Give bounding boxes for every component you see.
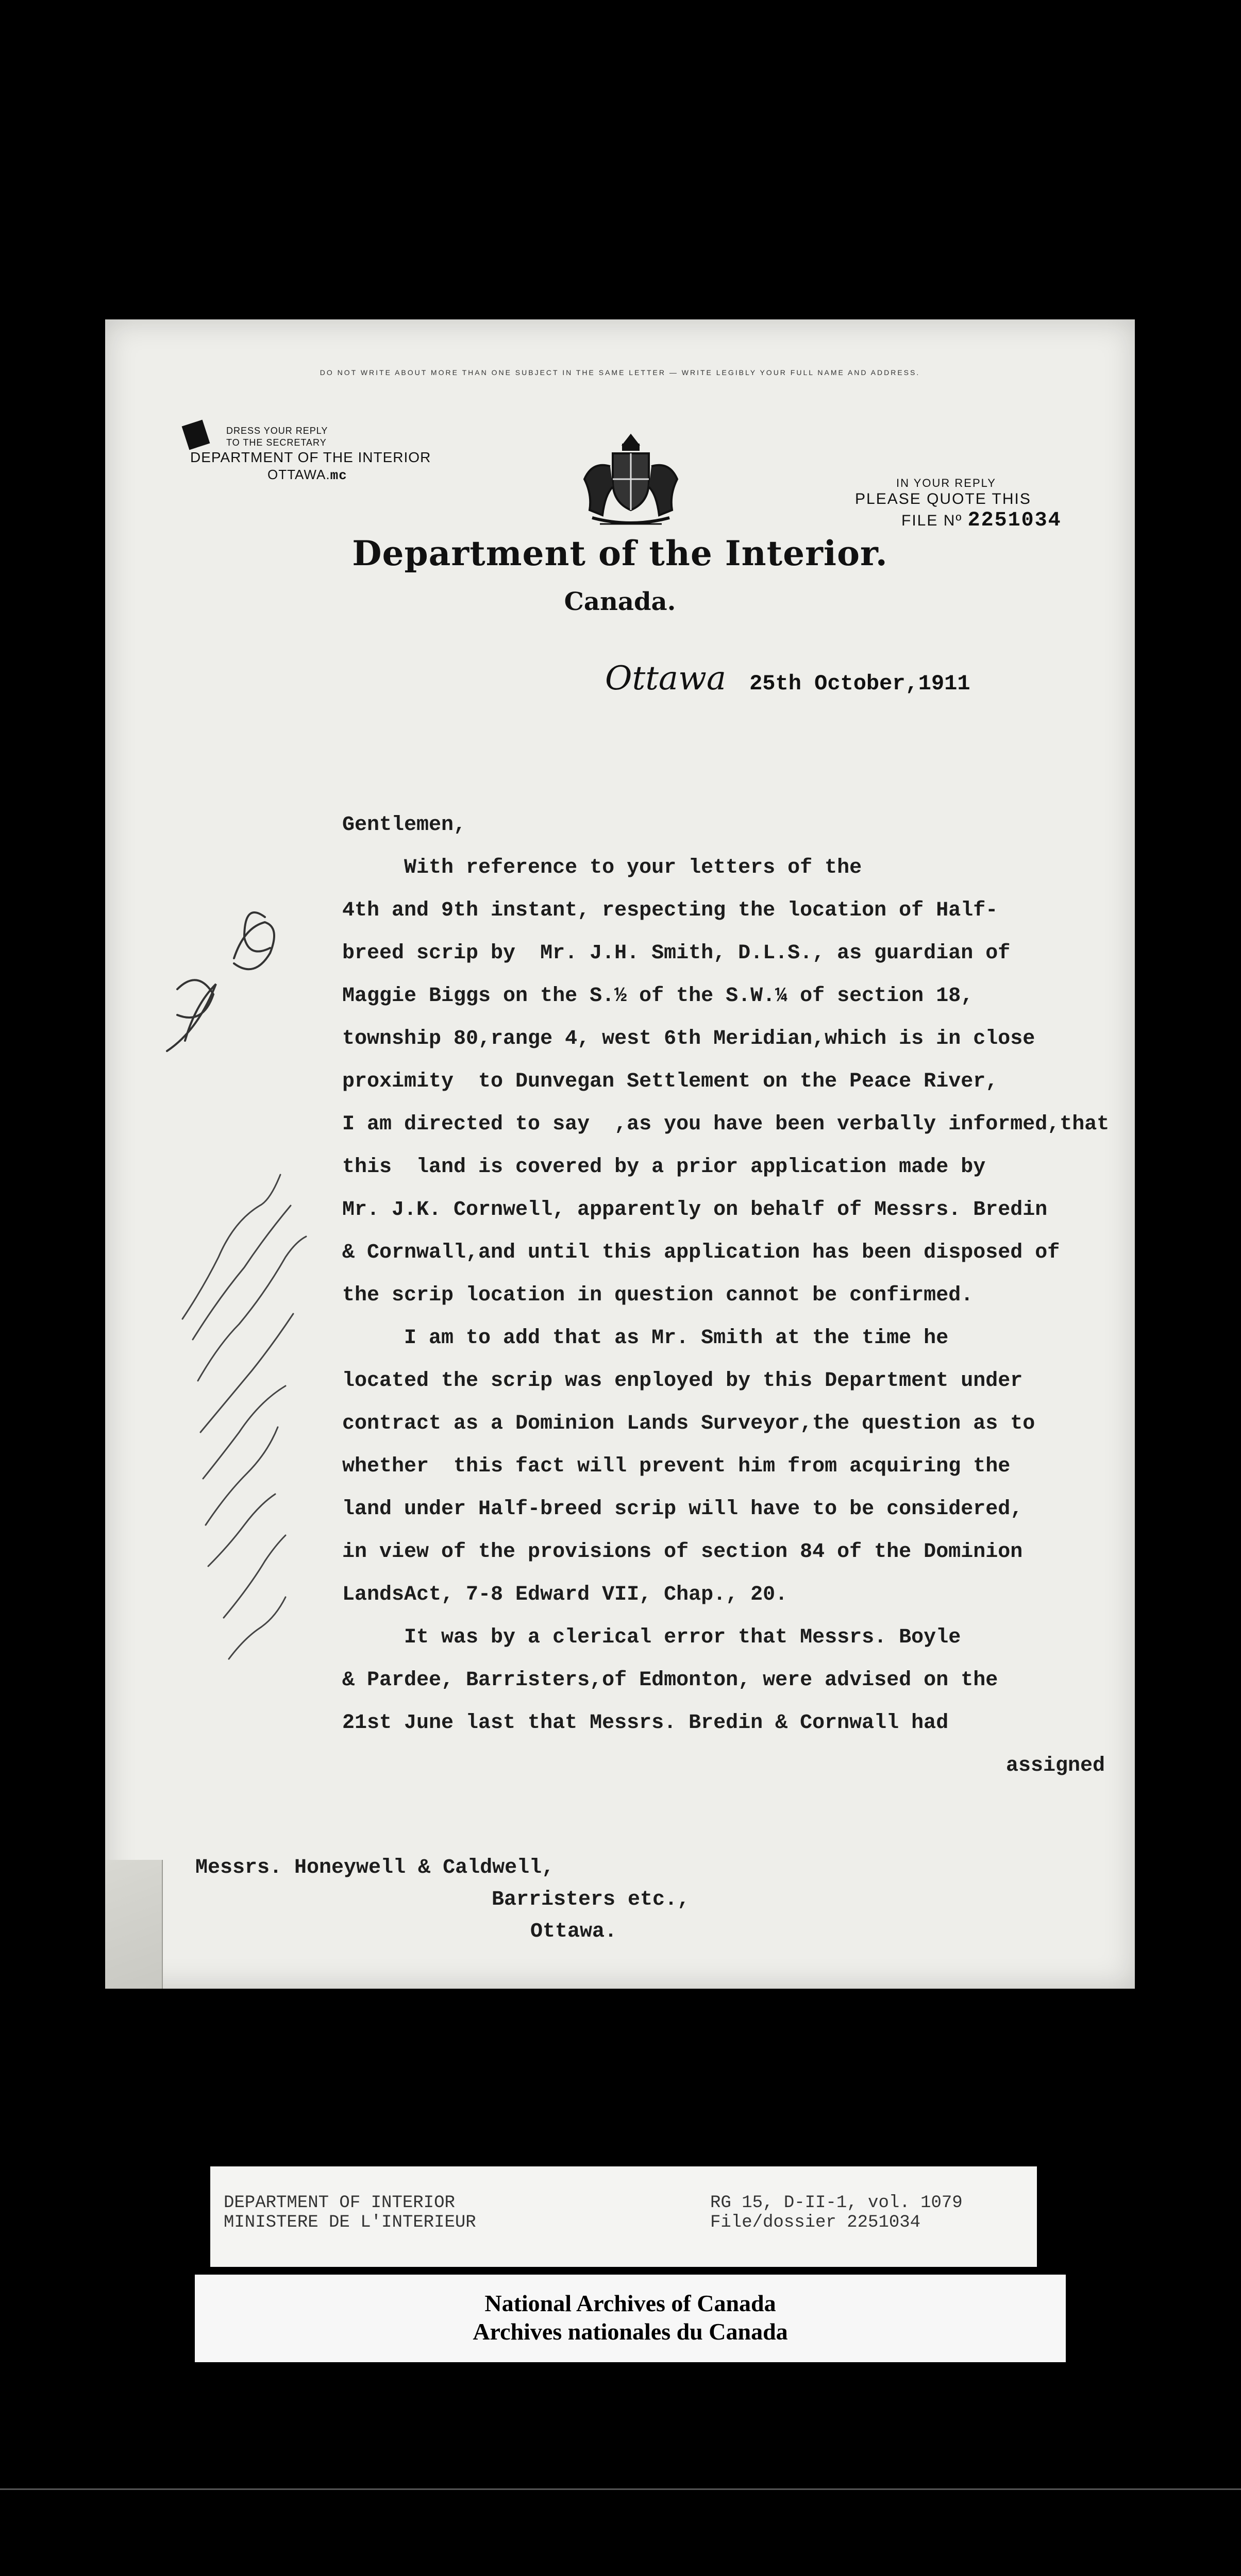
- letterhead-subtitle: Canada.: [564, 587, 676, 616]
- body-line: LandsAct, 7-8 Edward VII, Chap., 20.: [342, 1583, 788, 1606]
- salutation: Gentlemen,: [342, 814, 466, 837]
- archives-name-fr: Archives nationales du Canada: [473, 2318, 788, 2345]
- body-line: township 80,range 4, west 6th Meridian,which is in close: [342, 1027, 1035, 1050]
- body-line: whether this fact will prevent him from acquiring the: [342, 1455, 1011, 1478]
- body-line: in view of the provisions of section 84 of the Dominion: [342, 1540, 1023, 1564]
- body-line: 4th and 9th instant, respecting the location of Half-: [342, 899, 998, 922]
- body-line: located the scrip was enployed by this Department under: [342, 1369, 1023, 1393]
- archive-department-fr: MINISTERE DE L'INTERIEUR: [224, 2213, 476, 2232]
- body-line: 21st June last that Messrs. Bredin & Cornwall had: [342, 1711, 949, 1735]
- city: Ottawa: [605, 659, 726, 698]
- archives-name-en: National Archives of Canada: [484, 2290, 776, 2316]
- addressee-line-3: Ottawa.: [530, 1920, 617, 1943]
- archive-reference: [710, 2193, 963, 2232]
- address-initials: mc: [330, 468, 347, 483]
- body-line: I am to add that as Mr. Smith at the time he: [342, 1327, 949, 1350]
- address-line-2: TO THE SECRETARY: [226, 437, 327, 448]
- address-line-1: DRESS YOUR REPLY: [226, 426, 328, 436]
- archives-banner: [195, 2275, 1066, 2362]
- body-line: this land is covered by a prior application made by: [342, 1156, 986, 1179]
- body-line: & Cornwall,and until this application has been disposed of: [342, 1241, 1060, 1264]
- body-line: I am directed to say ,as you have been verbally informed,that: [342, 1113, 1110, 1136]
- header-notice: DO NOT WRITE ABOUT MORE THAN ONE SUBJECT IN THE SAME LETTER — WRITE LEGIBLY YOUR FULL NAME AND ADDRESS.: [320, 368, 920, 377]
- archive-department: [224, 2193, 476, 2232]
- reply-line-2: PLEASE QUOTE THIS: [855, 490, 1031, 508]
- addressee-line-1: Messrs. Honeywell & Caldwell,: [195, 1856, 555, 1879]
- reply-line-1: IN YOUR REPLY: [896, 477, 996, 489]
- addressee-line-2: Barristers etc.,: [492, 1888, 690, 1911]
- archive-record-group: RG 15, D-II-1, vol. 1079: [710, 2193, 963, 2213]
- body-line: Maggie Biggs on the S.½ of the S.W.¼ of section 18,: [342, 985, 974, 1008]
- handwritten-marginal-note: [182, 1175, 306, 1659]
- archive-file-number: File/dossier 2251034: [710, 2213, 921, 2232]
- letter-sheet: [105, 319, 1135, 1989]
- body-line: land under Half-breed scrip will have to be considered,: [342, 1498, 1023, 1521]
- file-number: 2251034: [967, 509, 1062, 533]
- bottom-divider: [0, 2488, 1241, 2490]
- body-line: the scrip location in question cannot be confirmed.: [342, 1284, 974, 1307]
- letterhead-title: Department of the Interior.: [352, 533, 888, 573]
- file-label: FILE Nº: [901, 512, 963, 530]
- body-line: Mr. J.K. Cornwell, apparently on behalf of Messrs. Bredin: [342, 1198, 1048, 1222]
- body-line: proximity to Dunvegan Settlement on the Peace River,: [342, 1070, 998, 1093]
- address-city: OTTAWA.: [267, 467, 330, 482]
- body-line: & Pardee, Barristers,of Edmonton, were advised on the: [342, 1669, 998, 1692]
- handwritten-initials-top: [167, 912, 274, 1051]
- body-line: It was by a clerical error that Messrs. Boyle: [342, 1626, 961, 1649]
- archive-reference-label: [210, 2166, 1037, 2267]
- handwritten-marginalia: [105, 319, 1135, 1989]
- catchword: assigned: [1005, 1754, 1105, 1777]
- body-line: breed scrip by Mr. J.H. Smith, D.L.S., as guardian of: [342, 942, 1011, 965]
- address-line-3: DEPARTMENT OF THE INTERIOR: [190, 449, 431, 465]
- archive-department-en: DEPARTMENT OF INTERIOR: [224, 2193, 455, 2213]
- date: 25th October,1911: [749, 671, 970, 696]
- body-line: contract as a Dominion Lands Surveyor,the question as to: [342, 1412, 1035, 1435]
- body-line: With reference to your letters of the: [342, 856, 862, 879]
